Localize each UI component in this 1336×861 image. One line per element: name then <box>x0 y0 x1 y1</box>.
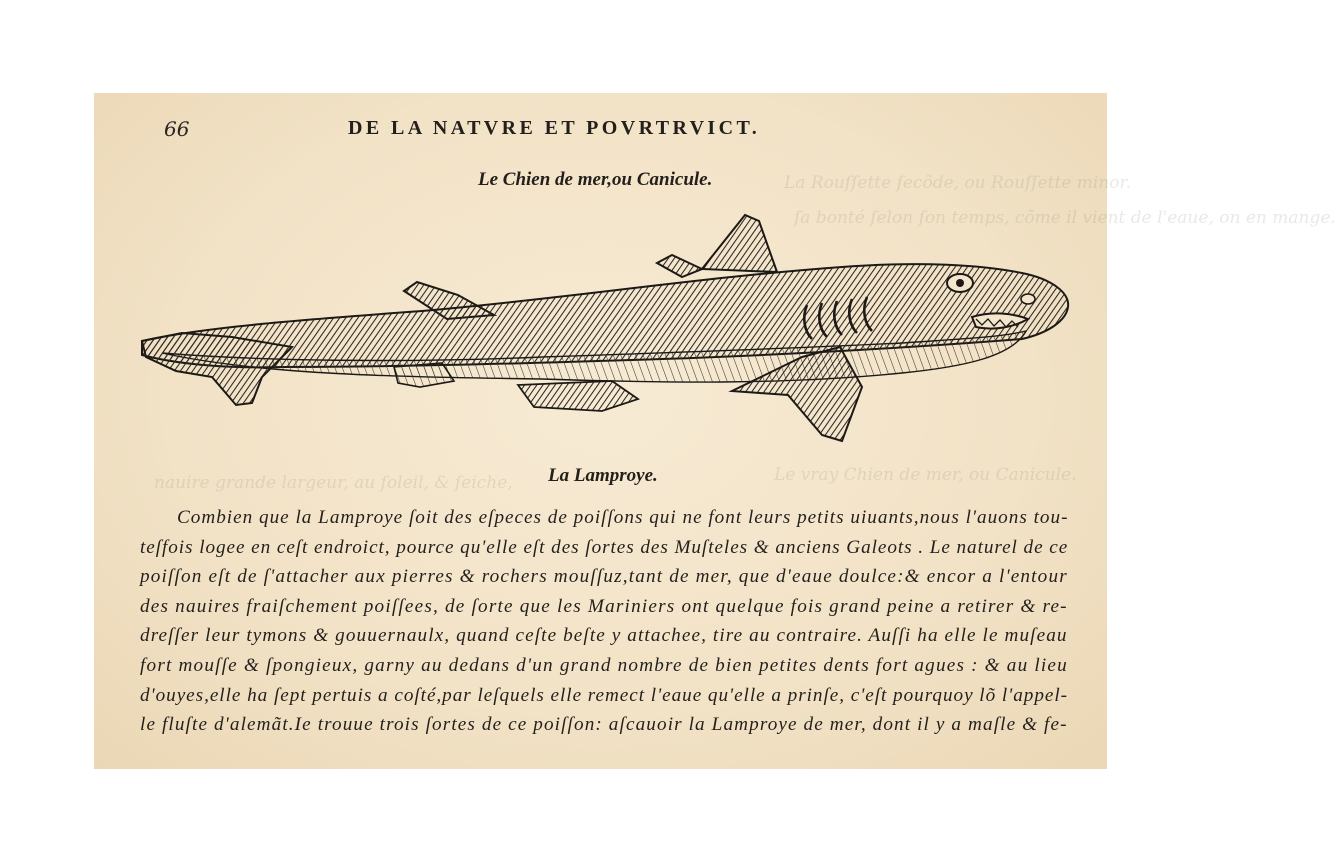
show-through-text: ſa bonté ſelon ſon temps, cõme il vient de l'eaue, on en mange. <box>794 208 1336 228</box>
text-line: dreſſer leur tymons & gouuernaulx, quand ceſte beſte y attachee, tire au contraire. Auſſi ha elle le muſeau <box>140 625 1068 647</box>
book-page <box>94 93 1336 769</box>
text-line: fort mouſſe & ſpongieux, garny au dedans d'un grand nombre de bien petites dents fort agues : & au lieu <box>140 654 1068 676</box>
figure-caption: Le Chien de mer,ou Canicule. <box>478 169 713 190</box>
text-line: des nauires fraiſchement poiſſees, de ſorte que les Mariniers ont quelque fois grand peine a retirer & re- <box>140 595 1068 617</box>
section-heading: La Lamproye. <box>548 465 658 486</box>
show-through-text: La Rouſſette ſecõde, ou Rouſſette minor. <box>784 173 1132 193</box>
text-line: Combien que la Lamproye ſoit des eſpeces de poiſſons qui ne font leurs petits uiuants,nous l'auons tou- <box>177 507 1069 528</box>
text-line: d'ouyes,elle ha ſept pertuis a coſté,par leſquels elle remect l'eaue qu'elle a prinſe, c'eſt pourquoy lõ l'appel- <box>140 684 1068 706</box>
show-through-text: Le vray Chien de mer, ou Canicule. <box>774 465 1077 485</box>
show-through-text: nauire grande largeur, au ſoleil, & ſeiche, <box>154 473 513 493</box>
running-head: DE LA NATVRE ET POVRTRVICT. <box>348 117 761 139</box>
dogfish-woodcut-illustration <box>142 207 1078 447</box>
text-line: poiſſon eſt de ſ'attacher aux pierres & rochers mouſſuz,tant de mer, que d'eaue doulce:& encor a l'entour <box>140 566 1068 588</box>
text-line: le fluſte d'alemãt.Ie trouue trois ſortes de ce poiſſon: aſcauoir la Lamproye de mer, dont il y a maſle & fe- <box>140 714 1068 736</box>
text-line: teſfois logee en ceſt endroict, pource qu'elle eſt des ſortes des Muſteles & anciens Galeots . Le naturel de ce <box>140 536 1069 558</box>
page-number: 66 <box>164 117 190 141</box>
body-text <box>140 503 1068 740</box>
